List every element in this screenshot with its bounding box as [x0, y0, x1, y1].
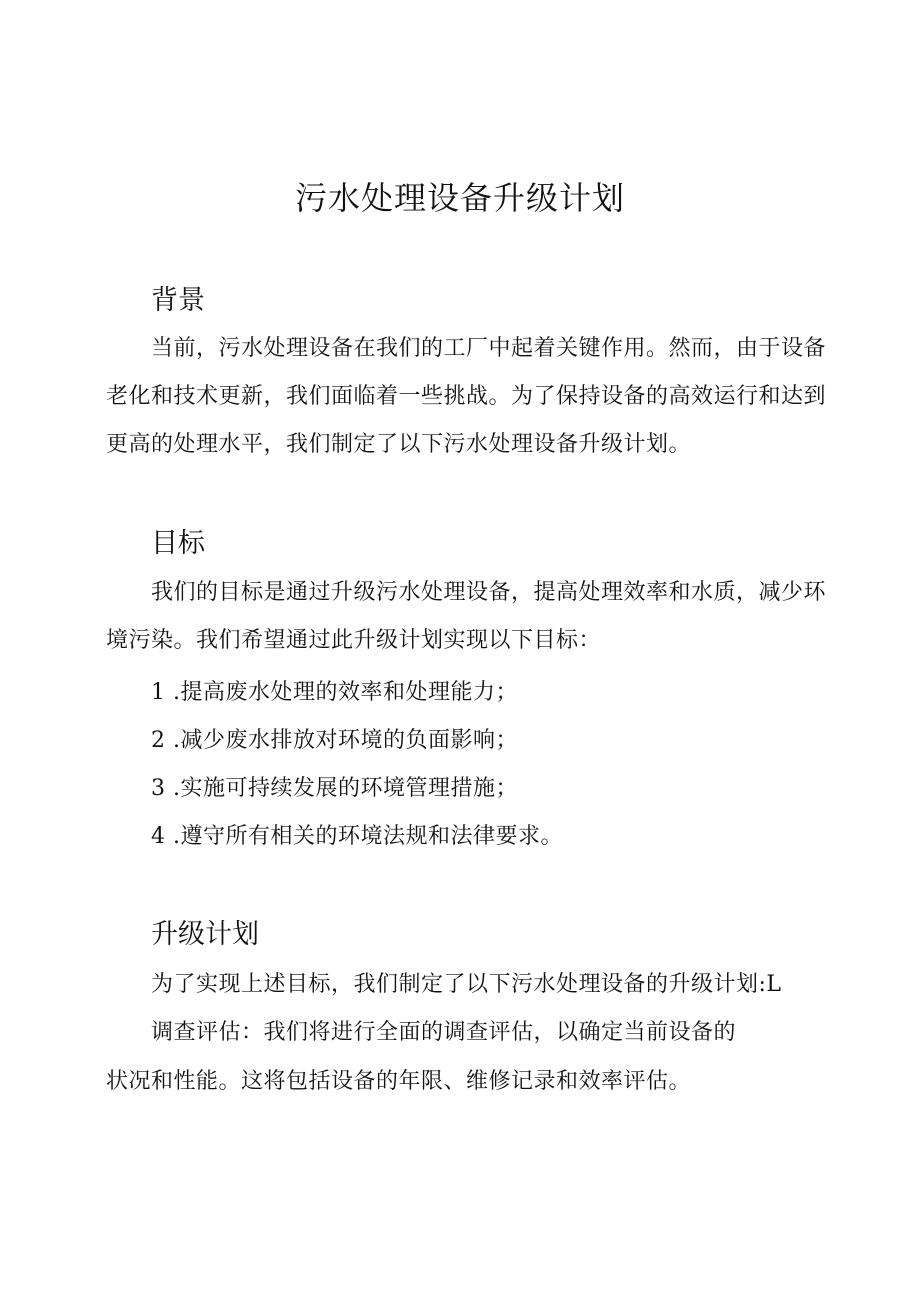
goal-list-item	[151, 717, 518, 765]
goals-paragraph: 我们的目标是通过升级污水处理设备，提高处理效率和水质，减少环境污染。我们希望通过此升级计划实现以下目标：	[106, 580, 827, 653]
plan-survey-line: 调查评估：我们将进行全面的调查评估，以确定当前设备的	[151, 1020, 737, 1045]
background-paragraph: 当前，污水处理设备在我们的工厂中起着关键作用。然而，由于设备老化和技术更新，我们面临着一些挑战。为了保持设备的高效运行和达到更高的处理水平，我们制定了以下污水处理设备升级计划。	[106, 336, 827, 457]
section-heading-goals: 目标	[151, 528, 205, 559]
plan-survey-line: 状况和性能。这将包括设备的年限、维修记录和效率评估。	[106, 1069, 692, 1094]
goal-item-number: 2	[151, 728, 166, 753]
goal-item-text: .实施可持续发展的环境管理措施；	[173, 776, 518, 801]
goal-item-text: .提高废水处理的效率和处理能力；	[173, 680, 518, 705]
goal-item-number: 3	[151, 776, 166, 801]
goal-item-number: 4	[151, 824, 166, 849]
document-title: 污水处理设备升级计划	[294, 179, 625, 217]
goal-list-item	[151, 669, 518, 717]
goal-list-item	[151, 813, 563, 861]
plan-intro-paragraph: 为了实现上述目标，我们制定了以下污水处理设备的升级计划:L	[151, 972, 782, 997]
goal-item-number: 1	[151, 680, 166, 705]
goal-item-text: .减少废水排放对环境的负面影响；	[173, 728, 518, 753]
goal-list-item	[151, 765, 518, 813]
goal-item-text: .遵守所有相关的环境法规和法律要求。	[173, 824, 563, 849]
section-heading-plan: 升级计划	[151, 919, 259, 950]
section-heading-background: 背景	[151, 285, 205, 316]
